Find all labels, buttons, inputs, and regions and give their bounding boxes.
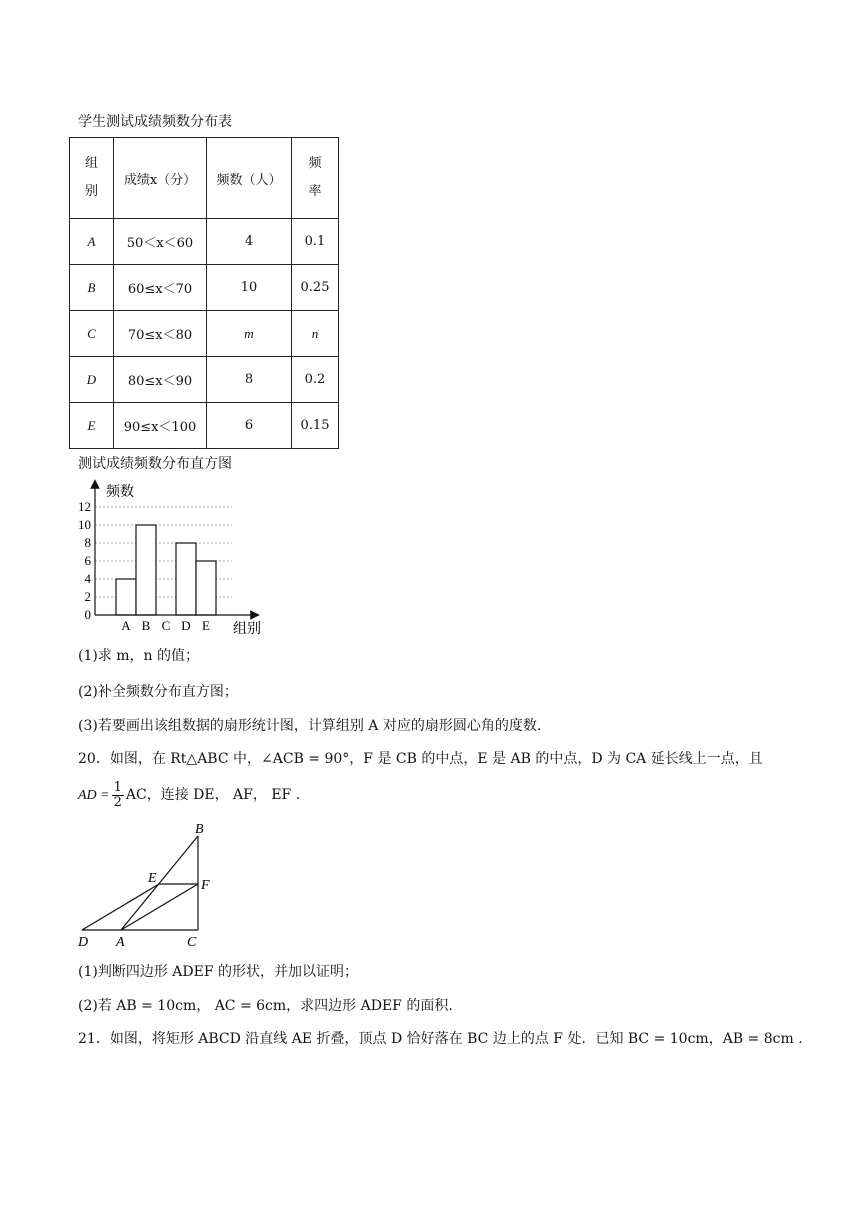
cell-group: B [70,265,114,311]
fraction-half [112,781,124,810]
header-frequency: 频数（人） [207,138,292,219]
cell-range: 50＜x＜60 [114,219,207,265]
cell-freq: m [207,311,292,357]
x-tick-label: E [202,618,210,633]
y-tick-label: 4 [84,571,91,586]
cell-freq: 8 [207,357,292,403]
table-row [70,403,339,449]
cell-rate: 0.15 [292,403,339,449]
q20-part2: (2)若 AB = 10cm， AC = 6cm，求四边形 ADEF 的面积. [78,998,453,1014]
bar-d [176,543,196,615]
cell-group: C [70,311,114,357]
bar-e [196,561,216,615]
cell-range: 90≤x＜100 [114,403,207,449]
cell-group: E [70,403,114,449]
histogram-chart [70,478,270,638]
label-d: D [78,935,89,950]
y-tick-label: 10 [78,517,91,532]
triangle-figure [74,818,234,953]
frac-num: 1 [113,779,122,795]
cell-freq: 6 [207,403,292,449]
y-tick-label: 6 [84,553,91,568]
cell-group: D [70,357,114,403]
cell-group: A [70,219,114,265]
cell-rate: 0.25 [292,265,339,311]
header-score: 成绩x（分） [114,138,207,219]
header-rate: 频率 [292,138,339,219]
label-a: A [116,935,125,950]
y-tick-label: 12 [78,499,91,514]
x-tick-label: A [121,618,131,633]
cell-rate: n [292,311,339,357]
frac-den: 2 [113,794,122,810]
cell-freq: 4 [207,219,292,265]
label-e: E [148,871,157,886]
cell-rate: 0.1 [292,219,339,265]
y-tick-label: 2 [84,589,91,604]
table-row [70,265,339,311]
y-axis-label: 频数 [106,485,134,500]
q20-line2 [78,780,300,811]
cell-range: 60≤x＜70 [114,265,207,311]
cell-range: 80≤x＜90 [114,357,207,403]
y-tick-label: 8 [84,535,91,550]
q19-part1: (1)求 m，n 的值； [78,648,200,664]
bar-b [136,525,156,615]
q20-connect-text: AC，连接 DE， AF， EF . [125,787,301,803]
q20-part1: (1)判断四边形 ADEF 的形状，并加以证明； [78,964,358,980]
q20-line1: 20．如图，在 Rt△ABC 中，∠ACB = 90°，F 是 CB 的中点，E 是 AB 的中点，D 为 CA 延长线上一点，且 [78,751,763,767]
header-group: 组别 [70,138,114,219]
table-row [70,311,339,357]
x-tick-label: D [181,618,191,633]
segment-af [121,884,198,930]
label-b: B [195,822,204,837]
table-row [70,357,339,403]
label-f: F [201,878,210,893]
segment-ab [121,836,198,930]
bar-a [116,579,136,615]
x-axis-label: 组别 [233,622,261,637]
q20-ad: AD = [78,788,110,803]
cell-freq: 10 [207,265,292,311]
x-tick-label: B [141,618,151,633]
q19-part2: (2)补全频数分布直方图； [78,684,238,700]
table-title: 学生测试成绩频数分布表 [78,114,232,130]
q19-part3: (3)若要画出该组数据的扇形统计图，计算组别 A 对应的扇形圆心角的度数. [78,718,542,734]
q21-line1: 21．如图，将矩形 ABCD 沿直线 AE 折叠，顶点 D 恰好落在 BC 边上的点 F 处．已知 BC = 10cm，AB = 8cm . [78,1031,803,1047]
histogram-title: 测试成绩频数分布直方图 [78,456,232,472]
cell-range: 70≤x＜80 [114,311,207,357]
table-row [70,219,339,265]
segment-de [82,884,159,930]
label-c: C [187,935,197,950]
cell-rate: 0.2 [292,357,339,403]
y-tick-label: 0 [84,607,91,622]
x-tick-label: C [161,618,171,633]
frequency-table [69,137,339,449]
